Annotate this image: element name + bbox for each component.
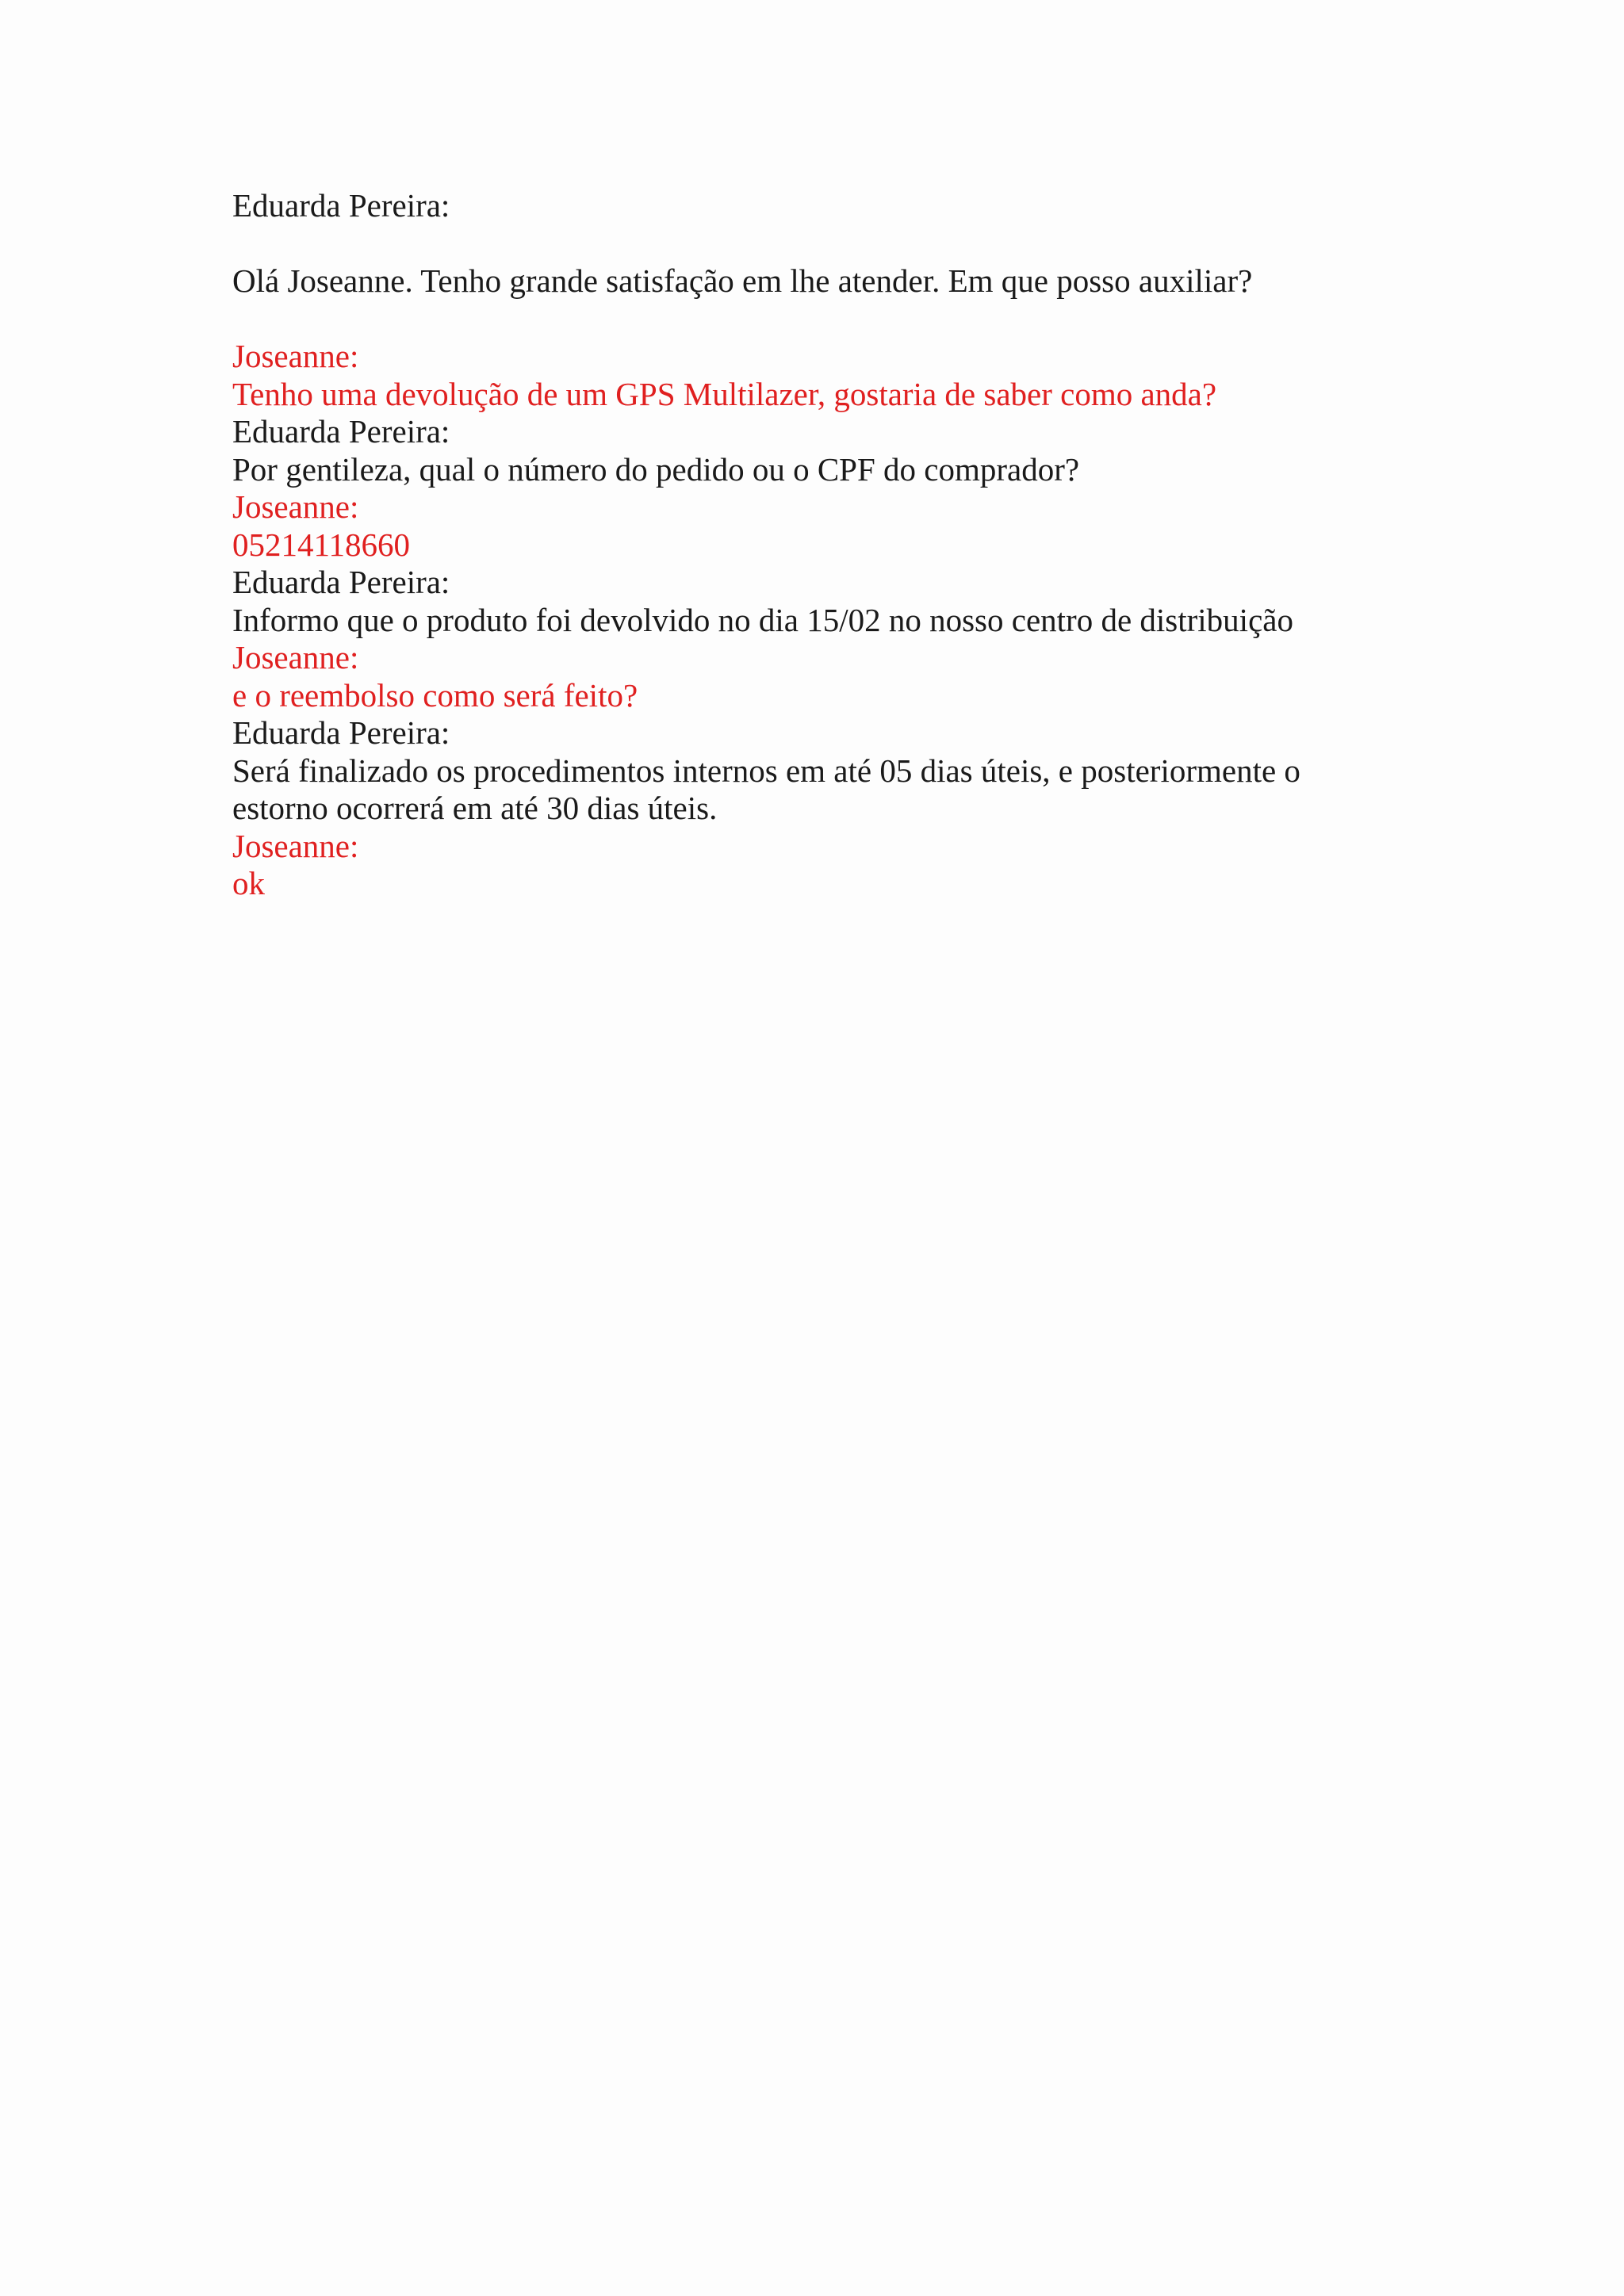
message-customer: Tenho uma devolução de um GPS Multilazer, gostaria de saber como anda? (232, 375, 1217, 412)
speaker-label-customer: Joseanne: (232, 827, 359, 864)
message-agent-line-2: estorno ocorrerá em até 30 dias úteis. (232, 790, 718, 826)
speaker-label-customer: Joseanne: (232, 639, 359, 675)
message-agent-line-1: Será finalizado os procedimentos internos em até 05 dias úteis, e posteriormente o (232, 752, 1300, 789)
speaker-label-agent: Eduarda Pereira: (232, 187, 450, 224)
speaker-label-agent: Eduarda Pereira: (232, 413, 450, 450)
blank-line (232, 225, 1422, 263)
message-agent: Olá Joseanne. Tenho grande satisfação em lhe atender. Em que posso auxiliar? (232, 262, 1253, 299)
message-agent: Por gentileza, qual o número do pedido ou o CPF do comprador? (232, 450, 1080, 488)
message-customer: e o reembolso como será feito? (232, 676, 638, 714)
speaker-label-agent: Eduarda Pereira: (232, 564, 450, 600)
chat-transcript (232, 187, 1422, 903)
blank-line (232, 300, 1422, 339)
speaker-label-agent: Eduarda Pereira: (232, 714, 450, 751)
message-customer: ok (232, 865, 265, 901)
message-customer: 05214118660 (232, 526, 410, 563)
speaker-label-customer: Joseanne: (232, 338, 359, 374)
message-agent: Informo que o produto foi devolvido no dia 15/02 no nosso centro de distribuição (232, 601, 1293, 638)
speaker-label-customer: Joseanne: (232, 488, 359, 525)
